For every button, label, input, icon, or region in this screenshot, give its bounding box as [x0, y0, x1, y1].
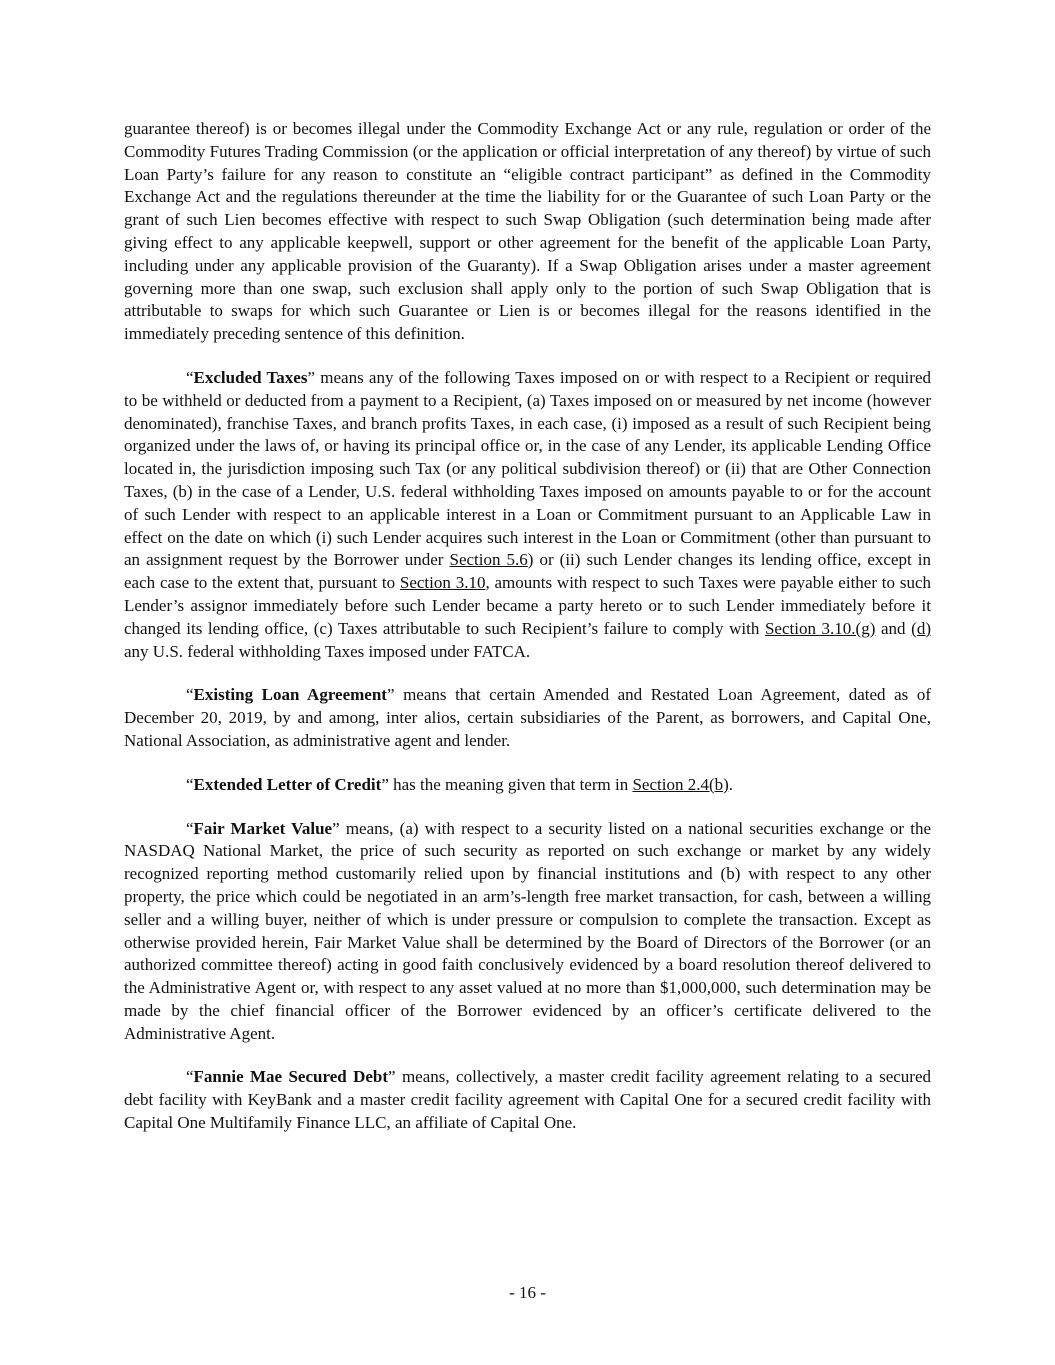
- section-reference[interactable]: Section 5.6: [449, 550, 528, 570]
- definition-text: any U.S. federal withholding Taxes imposed under FATCA.: [124, 641, 531, 661]
- definition-excluded-taxes: [124, 367, 931, 663]
- defined-term: Extended Letter of Credit: [193, 774, 382, 794]
- definition-text: ” means, (a) with respect to a security listed on a national securities exchange or the NASDAQ National Market, the price of such security as reported on such exchange or market by any widely recognized reporting method customarily relied upon by financial institutions and (b) with respect to any other property, the price which could be negotiated in an arm’s-length free market transaction, for cash, between a willing seller and a willing buyer, neither of which is under pressure or compulsion to complete the transaction. Except as otherwise provided herein, Fair Market Value shall be determined by the Board of Directors of the Borrower (or an authorized committee thereof) acting in good faith conclusively evidenced by a board resolution thereof delivered to the Administrative Agent or, with respect to any asset valued at no more than $1,000,000, such determination may be made by the chief financial officer of the Borrower evidenced by an officer’s certificate delivered to the Administrative Agent.: [124, 818, 932, 1043]
- definition-text: ” has the meaning given that term in: [381, 774, 633, 794]
- open-quote: “: [186, 1067, 194, 1087]
- section-reference[interactable]: (d): [911, 618, 931, 638]
- definition-text: ) or (ii) such Lender changes its lending office, except in each case to the extent that, pursuant to: [124, 550, 931, 593]
- definition-text: .: [728, 774, 734, 794]
- open-quote: “: [186, 685, 194, 705]
- open-quote: “: [186, 818, 194, 838]
- paragraph-swap-obligation-continued: [124, 118, 931, 346]
- defined-term: Existing Loan Agreement: [193, 685, 387, 705]
- defined-term: Fannie Mae Secured Debt: [193, 1067, 389, 1087]
- definition-text: ” means any of the following Taxes imposed on or with respect to a Recipient or required to be withheld or deducted from a payment to a Recipient, (a) Taxes imposed on or measured by net income (however denominated), franchise Taxes, and branch profits Taxes, in each case, (i) imposed as a result of such Recipient being organized under the laws of, or having its principal office or, in the case of any Lender, its applicable Lending Office located in, the jurisdiction imposing such Tax (or any political subdivision thereof) or (ii) that are Other Connection Taxes, (b) in the case of a Lender, U.S. federal withholding Taxes imposed on amounts payable to or for the account of such Lender with respect to an applicable interest in a Loan or Commitment pursuant to an Applicable Law in effect on the date on which (i) such Lender acquires such interest in the Loan or Commitment (other than pursuant to an assignment request by the Borrower under: [124, 367, 931, 570]
- defined-term: Fair Market Value: [193, 818, 333, 838]
- definition-extended-letter-of-credit: [124, 774, 931, 797]
- section-reference[interactable]: Section 3.10: [399, 573, 486, 593]
- definition-fannie-mae-secured-debt: [124, 1066, 931, 1134]
- definition-fair-market-value: [124, 818, 931, 1046]
- paragraph-text: guarantee thereof) is or becomes illegal under the Commodity Exchange Act or any rule, regulation or order of the Commodity Futures Trading Commission (or the application or official interpretation of any thereof) by virtue of such Loan Party’s failure for any reason to constitute an “eligible contract participant” as defined in the Commodity Exchange Act and the regulations thereunder at the time the liability for or the Guarantee of such Loan Party or the grant of such Lien becomes effective with respect to such Swap Obligation (such determination being made after giving effect to any applicable keepwell, support or other agreement for the benefit of the applicable Loan Party, including under any applicable provision of the Guaranty). If a Swap Obligation arises under a master agreement governing more than one swap, such exclusion shall apply only to the portion of such Swap Obligation that is attributable to swaps for which such Guarantee or Lien is or becomes illegal for the reasons identified in the immediately preceding sentence of this definition.: [124, 119, 931, 344]
- definition-text: ” means that certain Amended and Restated Loan Agreement, dated as of December 20, 2019, by and among, inter alios, certain subsidiaries of the Parent, as borrowers, and Capital One, National Association, as administrative agent and lender.: [124, 685, 931, 750]
- definition-existing-loan-agreement: [124, 684, 931, 752]
- open-quote: “: [186, 774, 194, 794]
- document-page: [124, 118, 931, 1156]
- section-reference[interactable]: Section 2.4(b): [632, 774, 729, 794]
- page-number: - 16 -: [509, 1283, 546, 1302]
- section-reference[interactable]: Section 3.10.(g): [764, 618, 876, 638]
- defined-term: Excluded Taxes: [193, 367, 308, 387]
- definition-text: and: [875, 618, 912, 638]
- definition-text: ” means, collectively, a master credit facility agreement relating to a secured debt facility with KeyBank and a master credit facility agreement with Capital One for a secured credit facility with Capital One Multifamily Finance LLC, an affiliate of Capital One.: [124, 1067, 931, 1133]
- open-quote: “: [186, 367, 194, 387]
- definition-text: , amounts with respect to such Taxes were payable either to such Lender’s assignor immediately before such Lender became a party hereto or to such Lender immediately before it changed its lending office, (c) Taxes attributable to such Recipient’s failure to comply with: [124, 573, 931, 638]
